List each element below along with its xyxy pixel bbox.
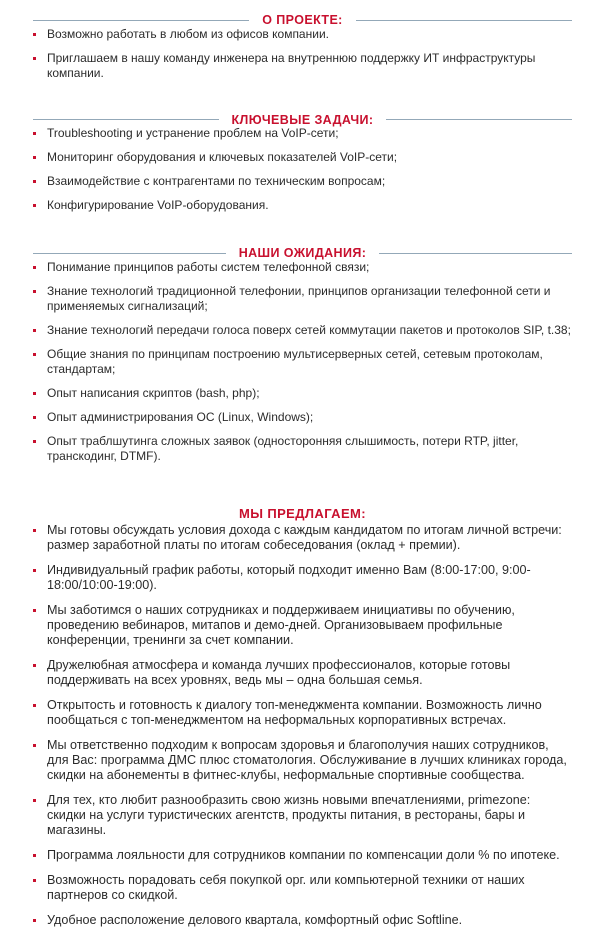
list-item-text: Приглашаем в нашу команду инженера на внутреннюю поддержку ИТ инфраструктуры компании. [47, 50, 536, 80]
list-item-text: Опыт администрирования ОС (Linux, Windows); [47, 409, 314, 424]
list-item-text: Опыт написания скриптов (bash, php); [47, 385, 260, 400]
heading-rule-left [33, 20, 249, 21]
list-item [0, 260, 605, 275]
list-item [0, 126, 605, 141]
bullet-square-icon [33, 266, 36, 269]
list-item-text: Возможность порадовать себя покупкой орг. или компьютерной техники от наших партнеров со скидкой. [47, 872, 525, 902]
bullet-square-icon [33, 204, 36, 207]
section-heading-tasks [0, 90, 605, 127]
list-item-text: Для тех, кто любит разнообразить свою жизнь новыми впечатлениями, primezone: скидки на услуги туристических агентств, продукты питания, в рестораны, бары и магазины. [47, 792, 531, 837]
list-item [0, 793, 605, 838]
heading-rule-right [356, 20, 572, 21]
bullet-square-icon [33, 609, 36, 612]
bullet-list-expectations [0, 260, 605, 464]
section-heading-tasks-label: КЛЮЧЕВЫЕ ЗАДАЧИ: [231, 112, 374, 127]
bullet-list-offer [0, 523, 605, 928]
list-item-text: Знание технологий передачи голоса поверх сетей коммутации пакетов и протоколов SIP, t.38; [47, 322, 571, 337]
section-heading-offer [0, 473, 605, 523]
bullet-list-tasks [0, 126, 605, 213]
list-item [0, 698, 605, 728]
list-item [0, 873, 605, 903]
list-item-text: Открытость и готовность к диалогу топ-менеджмента компании. Возможность лично пообщаться с топ-менеджментом на неформальных корпоративных встречах. [47, 697, 542, 727]
bullet-square-icon [33, 33, 36, 36]
list-item-text: Индивидуальный график работы, который подходит именно Вам (8:00-17:00, 9:00-18:00/10:00-19:00). [47, 562, 531, 592]
bullet-square-icon [33, 353, 36, 356]
bullet-square-icon [33, 156, 36, 159]
list-item-text: Удобное расположение делового квартала, комфортный офис Softline. [47, 912, 463, 927]
list-item [0, 51, 605, 81]
heading-rule-right [379, 253, 572, 254]
bullet-square-icon [33, 392, 36, 395]
list-item-text: Дружелюбная атмосфера и команда лучших профессионалов, которые готовы поддерживать на всех уровнях, ведь мы – одна большая семья. [47, 657, 511, 687]
bullet-square-icon [33, 180, 36, 183]
heading-rule-left [33, 119, 219, 120]
list-item-text: Программа лояльности для сотрудников компании по компенсации доли % по ипотеке. [47, 847, 560, 862]
list-item-text: Мы ответственно подходим к вопросам здоровья и благополучия наших сотрудников, для Вас: программа ДМС плюс стоматология. Обслуживание в лучших клиниках города, скидки на абонементы в фитнес-клубы, неформальные спортивные сообщества. [47, 737, 567, 782]
list-item [0, 150, 605, 165]
bullet-square-icon [33, 329, 36, 332]
list-item [0, 386, 605, 401]
list-item-text: Troubleshooting и устранение проблем на VoIP-сети; [47, 126, 339, 140]
bullet-square-icon [33, 290, 36, 293]
list-item [0, 603, 605, 648]
bullet-square-icon [33, 440, 36, 443]
list-item-text: Возможно работать в любом из офисов компании. [47, 26, 329, 41]
bullet-list-about [0, 27, 605, 81]
bullet-square-icon [33, 744, 36, 747]
bullet-square-icon [33, 799, 36, 802]
heading-rule-left [33, 253, 226, 254]
bullet-square-icon [33, 664, 36, 667]
section-heading-about [0, 0, 605, 27]
list-item [0, 913, 605, 928]
list-item-text: Опыт траблшутинга сложных заявок (односторонняя слышимость, потери RTP, jitter, транскодинг, DTMF). [47, 433, 519, 463]
bullet-square-icon [33, 854, 36, 857]
list-item-text: Мы заботимся о наших сотрудниках и поддерживаем инициативы по обучению, проведению вебинаров, митапов и демо-дней. Организовываем профильные конференции, тренинги за счет компании. [47, 602, 515, 647]
bullet-square-icon [33, 529, 36, 532]
bullet-square-icon [33, 879, 36, 882]
list-item-text: Знание технологий традиционной телефонии, принципов организации телефонной сети и применяемых сигнализаций; [47, 283, 551, 313]
list-item [0, 523, 605, 553]
list-item [0, 563, 605, 593]
bullet-square-icon [33, 57, 36, 60]
list-item [0, 198, 605, 213]
list-item [0, 738, 605, 783]
heading-rule-right [386, 119, 572, 120]
list-item-text: Мониторинг оборудования и ключевых показателей VoIP-сети; [47, 150, 398, 164]
section-heading-offer-label: МЫ ПРЕДЛАГАЕМ: [239, 505, 366, 521]
list-item-text: Конфигурирование VoIP-оборудования. [47, 198, 269, 212]
list-item [0, 658, 605, 688]
list-item-text: Общие знания по принципам построению мультисерверных сетей, сетевым протоколам, стандартам; [47, 346, 543, 376]
list-item [0, 27, 605, 42]
bullet-square-icon [33, 132, 36, 135]
bullet-square-icon [33, 919, 36, 922]
list-item [0, 174, 605, 189]
bullet-square-icon [33, 569, 36, 572]
list-item [0, 323, 605, 338]
list-item-text: Мы готовы обсуждать условия дохода с каждым кандидатом по итогам личной встречи: размер заработной платы по итогам собеседования (оклад + премии). [47, 522, 562, 552]
bullet-square-icon [33, 704, 36, 707]
list-item [0, 434, 605, 464]
list-item [0, 284, 605, 314]
section-heading-about-label: О ПРОЕКТЕ: [262, 13, 343, 27]
list-item [0, 848, 605, 863]
list-item-text: Понимание принципов работы систем телефонной связи; [47, 259, 370, 274]
section-heading-expectations-label: НАШИ ОЖИДАНИЯ: [238, 246, 367, 260]
list-item-text: Взаимодействие с контрагентами по техническим вопросам; [47, 174, 386, 188]
list-item [0, 347, 605, 377]
list-item [0, 410, 605, 425]
section-heading-expectations [0, 222, 605, 260]
bullet-square-icon [33, 416, 36, 419]
